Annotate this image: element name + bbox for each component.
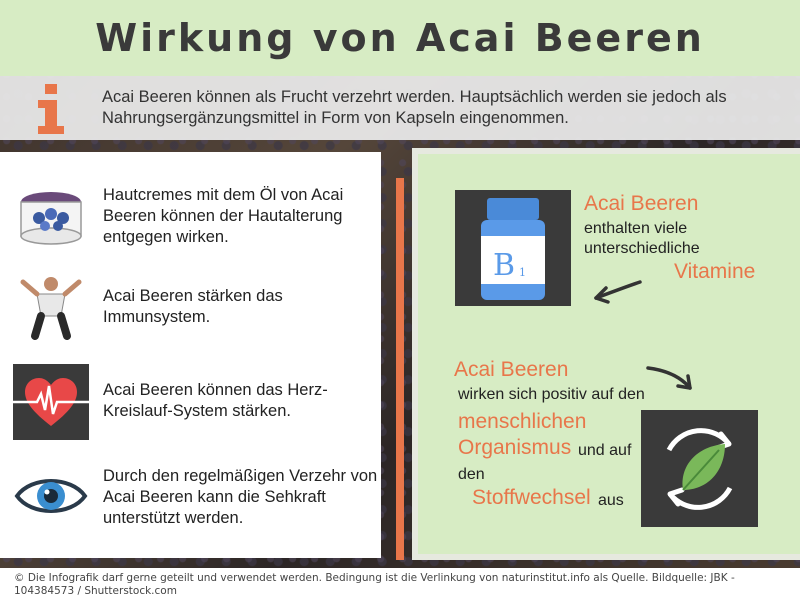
vitamin-b1-bottle-icon xyxy=(455,190,571,306)
divider xyxy=(396,178,404,560)
heart-pulse-icon xyxy=(13,364,89,440)
benefit-item xyxy=(13,270,383,346)
benefit-item xyxy=(13,458,383,534)
vitamins-line2: unterschiedliche xyxy=(584,240,700,257)
metabolism-highlight3: Stoffwechsel xyxy=(472,486,591,509)
leaf-cycle-icon xyxy=(641,410,758,527)
benefit-text: Acai Beeren können das Herz-Kreislauf-System stärken. xyxy=(103,381,328,420)
benefit-item xyxy=(13,180,383,256)
metabolism-connector1: und auf xyxy=(578,442,632,459)
bottle-subscript: 1 xyxy=(519,266,526,279)
title-bar xyxy=(0,0,800,76)
benefit-text: Hautcremes mit dem Öl von Acai Beeren können der Hautalterung entgegen wirken. xyxy=(103,186,344,246)
bottle-label: B xyxy=(493,248,516,283)
info-bar xyxy=(0,76,800,140)
metabolism-highlight1: menschlichen xyxy=(458,410,587,433)
arrow-right-icon xyxy=(644,362,696,394)
effects-panel xyxy=(418,154,800,554)
info-text: Acai Beeren können als Frucht verzehrt werden. Hauptsächlich werden sie jedoch als Nahrungsergänzungsmittel in Form von Kapseln eingenommen. xyxy=(102,88,727,127)
skin-cream-icon xyxy=(13,180,89,256)
immune-person-icon xyxy=(13,270,89,346)
info-icon xyxy=(38,84,66,134)
metabolism-connector3: aus xyxy=(598,492,624,509)
vitamins-line1: enthalten viele xyxy=(584,220,688,237)
vitamins-highlight: Vitamine xyxy=(674,260,756,283)
benefit-text: Acai Beeren stärken das Immunsystem. xyxy=(103,287,283,326)
benefit-item xyxy=(13,364,383,440)
vitamins-heading: Acai Beeren xyxy=(584,192,699,215)
footer-credit: © Die Infografik darf gerne geteilt und verwendet werden. Bedingung ist die Verlinkung von naturinstitut.info als Quelle. Bildquelle: JBK - 104384573 / Shutterstock.com xyxy=(0,568,800,600)
metabolism-heading: Acai Beeren xyxy=(454,358,569,381)
page-title: Wirkung von Acai Beeren xyxy=(95,16,705,60)
eye-icon xyxy=(13,458,89,534)
arrow-left-icon xyxy=(590,278,644,304)
benefits-panel xyxy=(0,152,381,558)
benefit-text: Durch den regelmäßigen Verzehr von Acai Beeren kann die Sehkraft unterstützt werden. xyxy=(103,467,378,527)
metabolism-highlight2: Organismus xyxy=(458,436,572,459)
metabolism-connector2: den xyxy=(458,466,485,483)
metabolism-line1: wirken sich positiv auf den xyxy=(458,386,645,403)
